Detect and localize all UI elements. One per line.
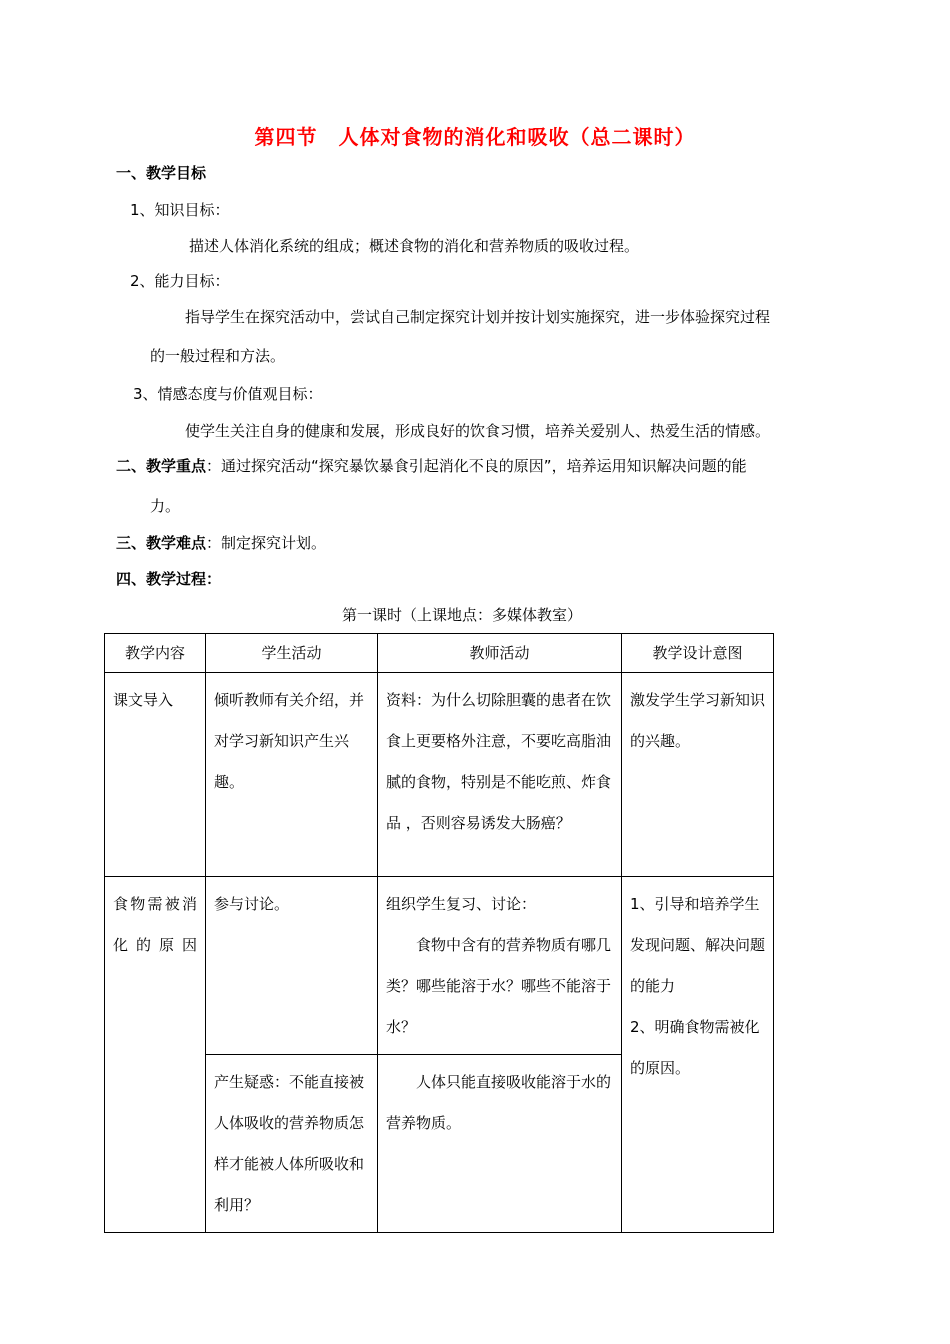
key-point-heading: 二、教学重点 — [116, 457, 207, 475]
row2-teacher-b-cell — [378, 1055, 622, 1233]
ability-goal-text-1: 指导学生在探究活动中，尝试自己制定探究计划并按计划实施探究，进一步体验探究过程 — [185, 308, 771, 326]
header-student: 学生活动 — [206, 634, 378, 673]
section-objectives-heading: 一、教学目标 — [116, 164, 207, 182]
key-point-colon: ： — [206, 457, 222, 475]
attitude-goal-label: 3、情感态度与价值观目标： — [133, 385, 323, 403]
section-key-point — [116, 456, 747, 476]
row2-teacher-a1: 组织学生复习、讨论： — [386, 895, 537, 913]
key-point-text-1: 通过探究活动“探究暴饮暴食引起消化不良的原因”，培养运用知识解决问题的能 — [221, 457, 747, 475]
row1-content: 课文导入 — [105, 673, 206, 877]
lesson-table — [104, 633, 774, 1233]
table-row — [105, 877, 774, 1055]
difficulty-heading: 三、教学难点 — [116, 534, 207, 552]
page-title: 第四节 人体对食物的消化和吸收（总二课时） — [254, 125, 696, 149]
difficulty-colon: ： — [206, 534, 222, 552]
section-process-heading: 四、教学过程： — [116, 570, 222, 588]
row2-student-a: 参与讨论。 — [206, 877, 378, 1055]
row2-teacher-a2: 食物中含有的营养物质有哪几类？哪些能溶于水？哪些不能溶于水？ — [386, 936, 612, 1036]
key-point-text-2: 力。 — [150, 497, 181, 515]
row1-teacher: 资料：为什么切除胆囊的患者在饮食上更要格外注意，不要吃高脂油腻的食物，特别是不能吃煎、炸食品 ，否则容易诱发大肠癌？ — [378, 673, 622, 877]
row2-teacher-a-cell — [378, 877, 622, 1055]
lesson-subtitle: 第一课时（上课地点：多媒体教室） — [342, 606, 583, 624]
row1-student: 倾听教师有关介绍，并对学习新知识产生兴趣。 — [206, 673, 378, 877]
row2-content-cell — [105, 877, 206, 1233]
knowledge-goal-text: 描述人体消化系统的组成；概述食物的消化和营养物质的吸收过程。 — [189, 237, 640, 255]
row2-intent-cell — [622, 877, 774, 1233]
ability-goal-label: 2、能力目标： — [130, 272, 230, 290]
section-difficulty — [116, 533, 326, 553]
row2-teacher-b: 人体只能直接吸收能溶于水的营养物质。 — [386, 1073, 612, 1132]
ability-goal-text-2: 的一般过程和方法。 — [150, 347, 286, 365]
difficulty-text: 制定探究计划。 — [221, 534, 327, 552]
row1-intent: 激发学生学习新知识的兴趣。 — [622, 673, 774, 877]
header-content: 教学内容 — [105, 634, 206, 673]
row2-student-b: 产生疑惑：不能直接被人体吸收的营养物质怎样才能被人体所吸收和利用？ — [206, 1055, 378, 1233]
header-teacher: 教师活动 — [378, 634, 622, 673]
attitude-goal-text: 使学生关注自身的健康和发展，形成良好的饮食习惯，培养关爱别人、热爱生活的情感。 — [185, 422, 771, 440]
table-row — [105, 673, 774, 877]
row2-intent-2: 2、明确食物需被化的原因。 — [630, 1018, 760, 1077]
knowledge-goal-label: 1、知识目标： — [130, 201, 230, 219]
table-header-row — [105, 634, 774, 673]
row2-intent-1: 1、引导和培养学生发现问题、解决问题的能力 — [630, 895, 766, 995]
row2-content: 食物需被消化的原因 — [113, 895, 197, 954]
header-intent: 教学设计意图 — [622, 634, 774, 673]
